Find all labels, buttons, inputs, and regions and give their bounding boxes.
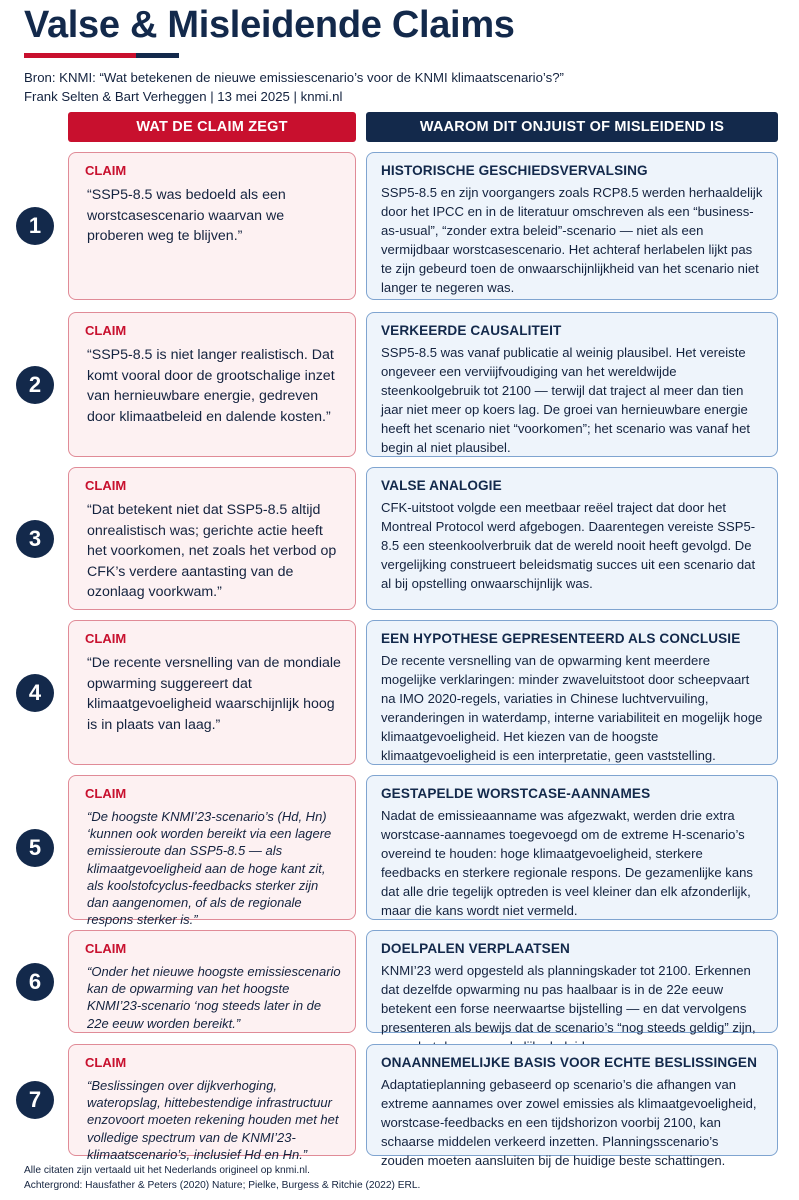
rebuttal-title: VALSE ANALOGIE — [381, 478, 502, 493]
rebuttal-text: SSP5-8.5 en zijn voorgangers zoals RCP8.5 werden herhaaldelijk door het IPCC en in de literatuur omschreven als een “business-as-usual”, “zonder extra beleid”-scenario — niet als een vermijdbaar worstcasescenario. Het achteraf herlabelen lijkt pas te zijn gebeurd toen de onwaarschijnlijkheid van het scenario niet langer te negeren was. — [381, 185, 763, 295]
claim-card — [68, 775, 356, 928]
row-number-badge: 4 — [16, 674, 54, 712]
footer — [24, 1163, 420, 1193]
claim-label: CLAIM — [85, 1055, 127, 1070]
rebuttal-text: Nadat de emissieaanname was afgezwakt, werden drie extra worstcase-aannames toegevoegd om de extreme H-scenario’s overeind te houden: hoge klimaatgevoeligheid, sterkere feedbacks en sterkere regionale respons. De gezamenlijke kans dat alle drie tegelijk optreden is veel kleiner dan elk afzonderlijk, maar die kans wordt niet vermeld. — [381, 808, 753, 918]
rebuttal-text: Adaptatieplanning gebaseerd op scenario’s die afhangen van extreme aannames over zowel emissies als klimaatgevoeligheid, worstcase-feedbacks en een tijdshorizon voorbij 2100, kan schaarse middelen verkeerd inzetten. Planningsscenario’s zouden moeten aansluiten bij de huidige beste schattingen. — [381, 1077, 757, 1168]
claim-card — [68, 620, 356, 765]
row-number-badge: 2 — [16, 366, 54, 404]
column-header-why: WAAROM DIT ONJUIST OF MISLEIDEND IS — [366, 112, 778, 142]
rebuttal-card — [366, 930, 778, 1033]
rebuttal-title: DOELPALEN VERPLAATSEN — [381, 941, 570, 956]
rebuttal-text: SSP5-8.5 was vanaf publicatie al weinig plausibel. Het vereiste ongeveer een verviijfvoudiging van het wereldwijde steenkoolgebruik tot 2100 — terwijl dat traject al meer dan tien jaar niet meer op koers lag. De groei van hernieuwbare energie heeft het scenario niet “voorkomen”; het scenario was vanaf het begin al niet plausibel. — [381, 345, 751, 455]
rebuttal-card — [366, 467, 778, 610]
claim-label: CLAIM — [85, 786, 127, 801]
rebuttal-text: De recente versnelling van de opwarming kent meerdere mogelijke verklaringen: minder zwaveluitstoot door scheepvaart na IMO 2020-regels, variaties in Chinese luchtvervuiling, veranderingen in waterdamp, interne variabiliteit en mogelijk hoge klimaatgevoeligheid. Het kiezen van de hoogste klimaatgevoeligheid is een interpretatie, geen vaststelling. — [381, 653, 763, 763]
rebuttal-title: HISTORISCHE GESCHIEDSVERVALSING — [381, 163, 648, 178]
rebuttal-title: VERKEERDE CAUSALITEIT — [381, 323, 562, 338]
claim-card — [68, 467, 356, 610]
rebuttal-text: CFK-uitstoot volgde een meetbaar reëel traject dat door het Montreal Protocol werd afgebogen. Daarentegen vereiste SSP5-8.5 een steenkoolverbruik dat de wereld nooit heeft gevolgd. De vergelijking construeert beleidsmatig succes uit een scenario dat al bij opstelling onwaarschijnlijk was. — [381, 500, 756, 591]
rebuttal-text: KNMI’23 werd opgesteld als planningskader tot 2100. Erkennen dat dezelfde opwarming nu pas haalbaar is in de 22e eeuw betekent een forse neerwaartse bijstelling — en dat vervolgens presenteren als bewijs dat de scenario’s “nog steeds geldig” zijn, — [381, 963, 756, 1035]
claim-card — [68, 152, 356, 300]
claim-quote: “Onder het nieuwe hoogste emissiescenario kan de opwarming van het hoogste KNMI’23-scenario ‘nog steeds later in de 22e eeuw worden bereikt.” — [87, 964, 341, 1031]
row-number-badge: 5 — [16, 829, 54, 867]
rebuttal-card — [366, 620, 778, 765]
rebuttal-title: ONAANNEMELIJKE BASIS VOOR ECHTE BESLISSINGEN — [381, 1055, 758, 1070]
claim-quote: “SSP5-8.5 is niet langer realistisch. Dat komt vooral door de grootschalige inzet van hernieuwbare energie, gedreven door klimaatbeleid en dalende kosten.” — [87, 347, 335, 425]
claim-quote: “Beslissingen over dijkverhoging, wateropslag, hittebestendige infrastructuur enzovoort moeten rekening houden met het volledige spectrum van de KNMI’23-klimaatscenario’s, inclusief Hd en Hn.” — [87, 1078, 339, 1162]
source-block — [24, 68, 564, 106]
claim-label: CLAIM — [85, 323, 127, 338]
footer-note: Alle citaten zijn vertaald uit het Nederlands origineel op knmi.nl. — [24, 1165, 310, 1176]
rebuttal-card — [366, 775, 778, 920]
rebuttal-card — [366, 152, 778, 300]
rebuttal-title: EEN HYPOTHESE GEPRESENTEERD ALS CONCLUSIE — [381, 631, 741, 646]
column-header-claim: WAT DE CLAIM ZEGT — [68, 112, 356, 142]
title-underline — [24, 53, 179, 58]
claim-label: CLAIM — [85, 478, 127, 493]
claim-card — [68, 312, 356, 457]
claim-label: CLAIM — [85, 163, 127, 178]
claim-quote: “Dat betekent niet dat SSP5-8.5 altijd onrealistisch was; gerichte actie heeft het voorkomen, net zoals het verbod op CFK’s verdere aantasting van de ozonlaag voorkwam.” — [87, 502, 337, 600]
row-number-badge: 6 — [16, 963, 54, 1001]
footer-background: Achtergrond: Hausfather & Peters (2020) Nature; Pielke, Burgess & Ritchie (2022) ERL. — [24, 1180, 421, 1191]
row-number-badge: 3 — [16, 520, 54, 558]
row-number-badge: 7 — [16, 1081, 54, 1119]
claim-label: CLAIM — [85, 941, 127, 956]
rebuttal-card — [366, 1044, 778, 1168]
claim-quote: “De recente versnelling van de mondiale opwarming suggereert dat klimaatgevoeligheid waarschijnlijk hoog is in plaats van laag.” — [87, 655, 341, 733]
claim-card — [68, 1044, 356, 1162]
claim-quote: “SSP5-8.5 was bedoeld als een worstcasescenario waarvan we proberen weg te blijven.” — [87, 187, 286, 244]
rebuttal-card — [366, 312, 778, 457]
page-title: Valse & Misleidende Claims — [24, 4, 515, 46]
claim-card — [68, 930, 356, 1033]
claim-quote: “De hoogste KNMI’23-scenario’s (Hd, Hn) ‘kunnen ook worden bereikt via een lagere emissieroute dan SSP5-8.5 — als klimaatgevoeligheid aan de hoge kant zit, als koolstofcyclus-feedbacks sterker zijn dan aangenomen, of als de regionale respons sterker is.” — [87, 809, 332, 928]
rebuttal-title: GESTAPELDE WORSTCASE-AANNAMES — [381, 786, 651, 801]
source-line-1: Bron: KNMI: “Wat betekenen de nieuwe emissiescenario’s voor de KNMI klimaatscenario’s?” — [24, 70, 564, 85]
row-number-badge: 1 — [16, 207, 54, 245]
source-line-2: Frank Selten & Bart Verheggen | 13 mei 2025 | knmi.nl — [24, 89, 343, 104]
claim-label: CLAIM — [85, 631, 127, 646]
